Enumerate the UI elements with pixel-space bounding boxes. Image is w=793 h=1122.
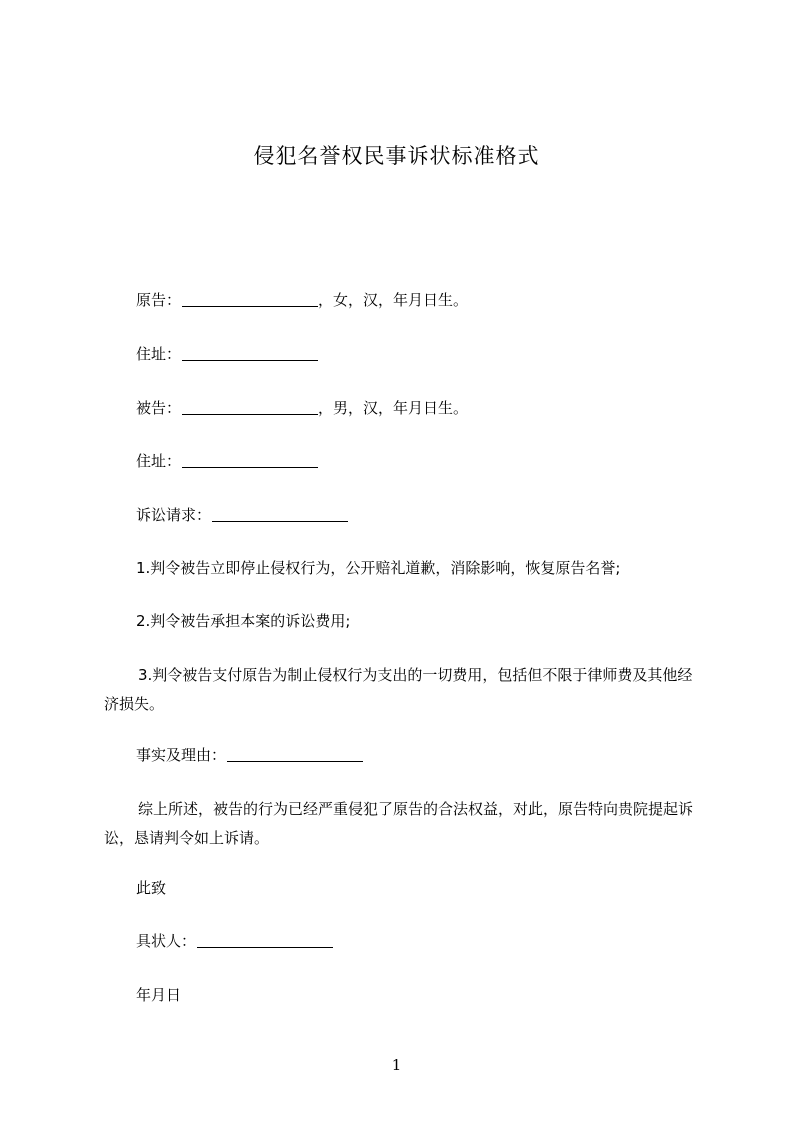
facts-label: 事实及理由： [136, 746, 227, 764]
claims-label: 诉讼请求： [136, 506, 212, 524]
page-number: 1 [391, 1056, 402, 1074]
defendant-line [136, 397, 468, 419]
defendant-label: 被告： [136, 399, 182, 417]
defendant-address-line [136, 450, 318, 472]
facts-line [136, 744, 363, 766]
closing-text: 此致 [136, 879, 167, 897]
defendant-details: ，男，汉，年月日生。 [318, 399, 469, 417]
document-title: 侵犯名誉权民事诉状标准格式 [253, 144, 540, 168]
claim-item: 2.判令被告承担本案的诉讼费用; [136, 612, 351, 630]
signatory-blank [197, 933, 333, 948]
signatory-line [136, 930, 333, 952]
claim-item: 1.判令被告立即停止侵权行为，公开赔礼道歉，消除影响，恢复原告名誉; [136, 559, 621, 577]
claims-blank [212, 507, 348, 522]
plaintiff-name-blank [182, 292, 318, 307]
summary-paragraph: 综上所述，被告的行为已经严重侵犯了原告的合法权益，对此，原告特向贵院提起诉讼，恳请判令如上诉请。 [104, 800, 694, 847]
plaintiff-details: ，女，汉，年月日生。 [318, 291, 469, 309]
claims-line [136, 504, 348, 526]
date-text: 年月日 [136, 986, 182, 1004]
defendant-address-blank [182, 453, 318, 468]
signatory-label: 具状人： [136, 932, 197, 950]
facts-blank [227, 747, 363, 762]
plaintiff-address-label: 住址： [136, 345, 182, 363]
plaintiff-line [136, 289, 468, 311]
plaintiff-address-blank [182, 346, 318, 361]
claim-item: 3.判令被告支付原告为制止侵权行为支出的一切费用，包括但不限于律师费及其他经济损失。 [104, 666, 693, 713]
plaintiff-label: 原告： [136, 291, 182, 309]
plaintiff-address-line [136, 343, 318, 365]
defendant-name-blank [182, 400, 318, 415]
defendant-address-label: 住址： [136, 452, 182, 470]
